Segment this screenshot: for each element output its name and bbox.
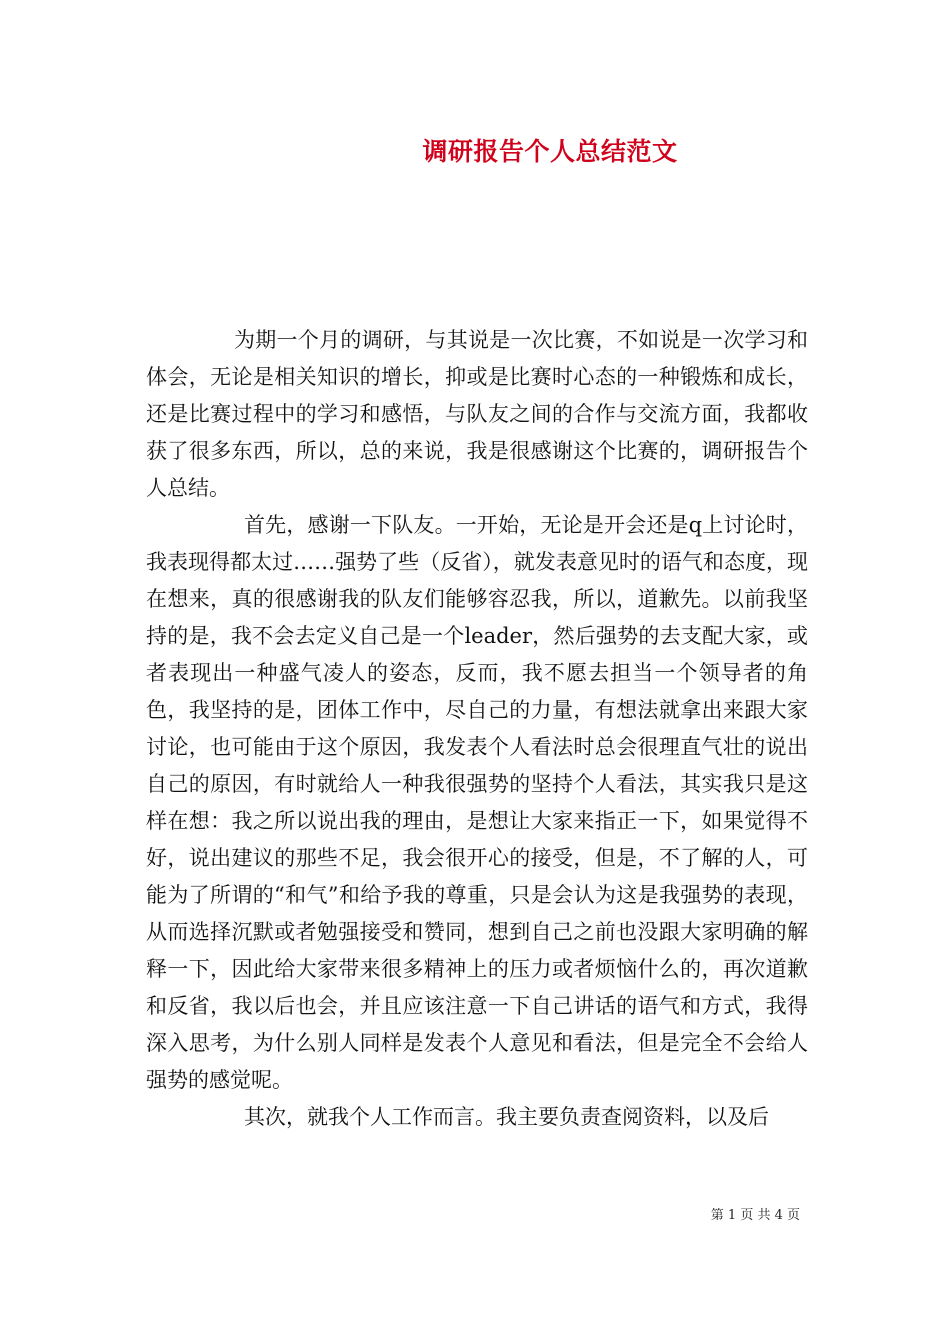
document-title: 调研报告个人总结范文 <box>422 137 678 166</box>
paragraph-2: 首先，感谢一下队友。一开始，无论是开会还是q上讨论时，我表现得都太过……强势了些（反省），就发表意见时的语气和态度，现在想来，真的很感谢我的队友们能够容忍我，所以，道歉先。以前我坚持的是，我不会去定义自己是一个leader，然后强势的去支配大家，或者表现出一种盛气凌人的姿态，反而，我不愿去担当一个领导者的角色，我坚持的是，团体工作中，尽自己的力量，有想法就拿出来跟大家讨论，也可能由于这个原因，我发表个人看法时总会很理直气壮的说出自己的原因，有时就给人一种我很强势的坚持个人看法，其实我只是这样在想：我之所以说出我的理由，是想让大家来指正一下，如果觉得不好，说出建议的那些不足，我会很开心的接受，但是，不了解的人，可能为了所谓的“和气”和给予我的尊重，只是会认为这是我强势的表现，从而选择沉默或者勉强接受和赞同，想到自己之前也没跟大家明确的解释一下，因此给大家带来很多精神上的压力或者烦恼什么的，再次道歉和反省，我以后也会，并且应该注意一下自己讲话的语气和方式，我得深入思考，为什么别人同样是发表个人意见和看法，但是完全不会给人强势的感觉呢。 <box>146 513 808 1092</box>
document-body <box>146 322 808 1136</box>
paragraph-3: 其次，就我个人工作而言。我主要负责查阅资料，以及后 <box>244 1105 769 1129</box>
page-number-footer: 第 1 页 共 4 页 <box>710 1208 800 1223</box>
paragraph-1: 为期一个月的调研，与其说是一次比赛，不如说是一次学习和体会，无论是相关知识的增长，抑或是比赛时心态的一种锻炼和成长，还是比赛过程中的学习和感悟，与队友之间的合作与交流方面，我都收获了很多东西，所以，总的来说，我是很感谢这个比赛的，调研报告个人总结。 <box>146 328 808 500</box>
